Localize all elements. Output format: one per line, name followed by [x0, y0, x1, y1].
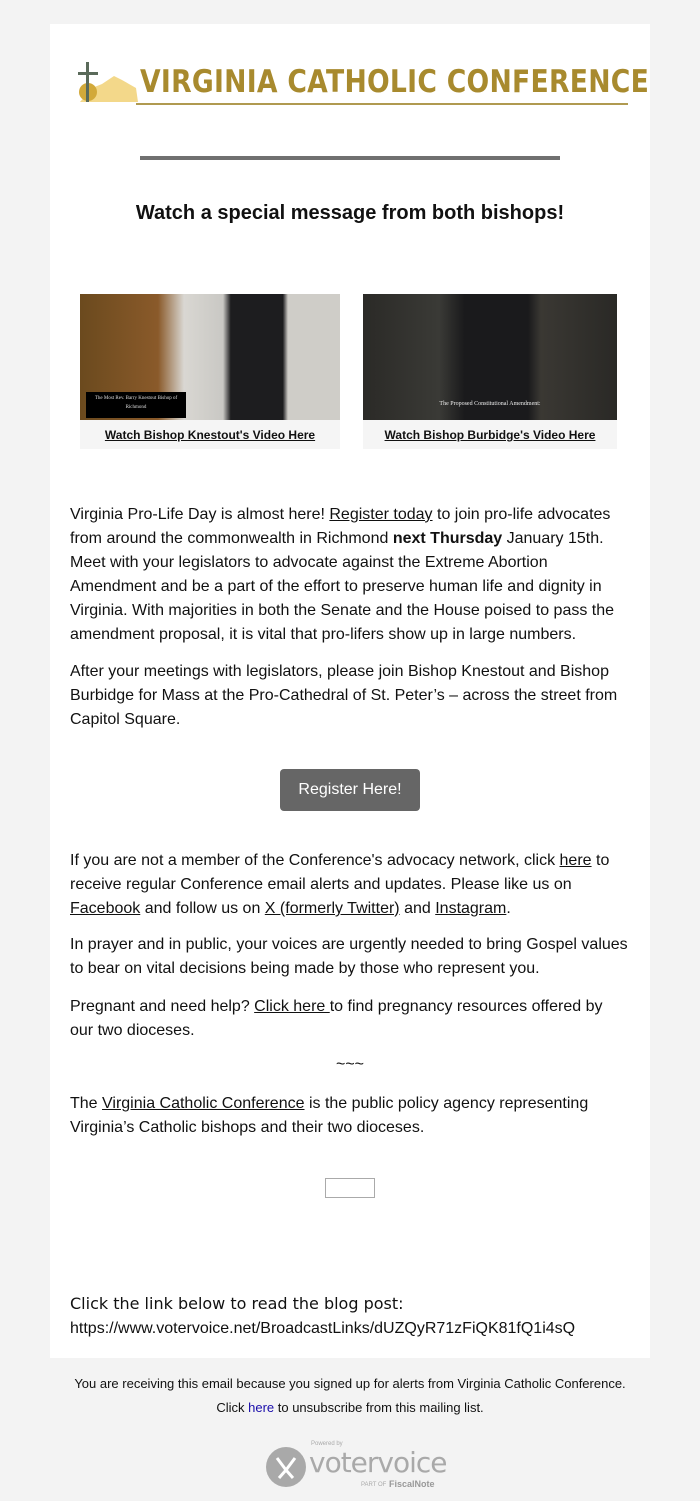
video-thumbnail[interactable]: The Most Rev. Barry Knestout Bishop of Richmond [80, 294, 340, 420]
vcc-logo: VIRGINIA CATHOLIC CONFERENCE [72, 58, 632, 108]
virginia-cross-icon [72, 58, 140, 108]
votervoice-icon [265, 1446, 307, 1488]
blog-url-link[interactable]: https://www.votervoice.net/BroadcastLinks/dUZQyR71zFiQK81fQ1i4sQ [70, 1320, 576, 1337]
footer-notice: You are receiving this email because you signed up for alerts from Virginia Catholic Conference. [74, 1376, 626, 1391]
paragraph-about: The Virginia Catholic Conference is the public policy agency representing Virginia’s Catholic bishops and their two dioceses. [70, 1095, 589, 1136]
divider [140, 156, 560, 160]
paragraph-network: If you are not a member of the Conference's advocacy network, click here to receive regular Conference email alerts and updates. Please like us on Facebook and follow us on X (formerly Twitter) and Instagram. [70, 852, 610, 917]
blog-section: Click the link below to read the blog post: https://www.votervoice.net/BroadcastLinks/dUZQyR71zFiQK81fQ1i4sQ [70, 1294, 576, 1337]
footer-unsubscribe: Click here to unsubscribe from this mailing list. [216, 1400, 484, 1415]
logo-underline [136, 103, 628, 105]
burbidge-video-link[interactable]: Watch Bishop Burbidge's Video Here [384, 428, 596, 442]
email-card [50, 24, 650, 1358]
broken-image-icon [325, 1178, 375, 1198]
separator: ~~~ [335, 1056, 365, 1073]
video-burbidge[interactable] [363, 294, 617, 449]
footer [0, 1372, 700, 1420]
register-today-link[interactable]: Register today [329, 506, 433, 523]
x-twitter-link[interactable]: X (formerly Twitter) [264, 900, 400, 917]
facebook-link[interactable]: Facebook [70, 900, 141, 917]
votervoice-logo: Powered by votervoice PART OF FiscalNote [265, 1443, 445, 1491]
vcc-link[interactable]: Virginia Catholic Conference [102, 1095, 305, 1112]
video-thumbnail[interactable]: The Proposed Constitutional Amendment: [363, 294, 617, 420]
video-knestout[interactable] [80, 294, 340, 449]
register-here-button[interactable]: Register Here! [280, 769, 420, 811]
pregnancy-click-here-link[interactable]: Click here [254, 998, 330, 1015]
instagram-link[interactable]: Instagram [435, 900, 507, 917]
paragraph-pregnancy: Pregnant and need help? Click here to find pregnancy resources offered by our two dioceses. [70, 998, 603, 1039]
knestout-video-link[interactable]: Watch Bishop Knestout's Video Here [104, 428, 316, 442]
paragraph-prayer: In prayer and in public, your voices are urgently needed to bring Gospel values to bear on vital decisions being made by those who represent you. [70, 936, 628, 977]
paragraph-prolife-day: Virginia Pro-Life Day is almost here! Register today to join pro-life advocates from around the commonwealth in Richmond next Thursday January 15th. Meet with your legislators to advocate against the Extreme Abortion Amendment and be a part of the effort to preserve human life and dignity in Virginia. With majorities in both the Senate and the House poised to pass the amendment proposal, it is vital that pro-lifers show up in large numbers. [70, 506, 615, 643]
signup-here-link[interactable]: here [559, 852, 592, 869]
unsubscribe-link[interactable]: here [248, 1400, 275, 1415]
paragraph-mass: After your meetings with legislators, please join Bishop Knestout and Bishop Burbidge for Mass at the Pro-Cathedral of St. Peter’s – across the street from Capitol Square. [70, 663, 618, 728]
headline: Watch a special message from both bishops! [135, 202, 565, 224]
